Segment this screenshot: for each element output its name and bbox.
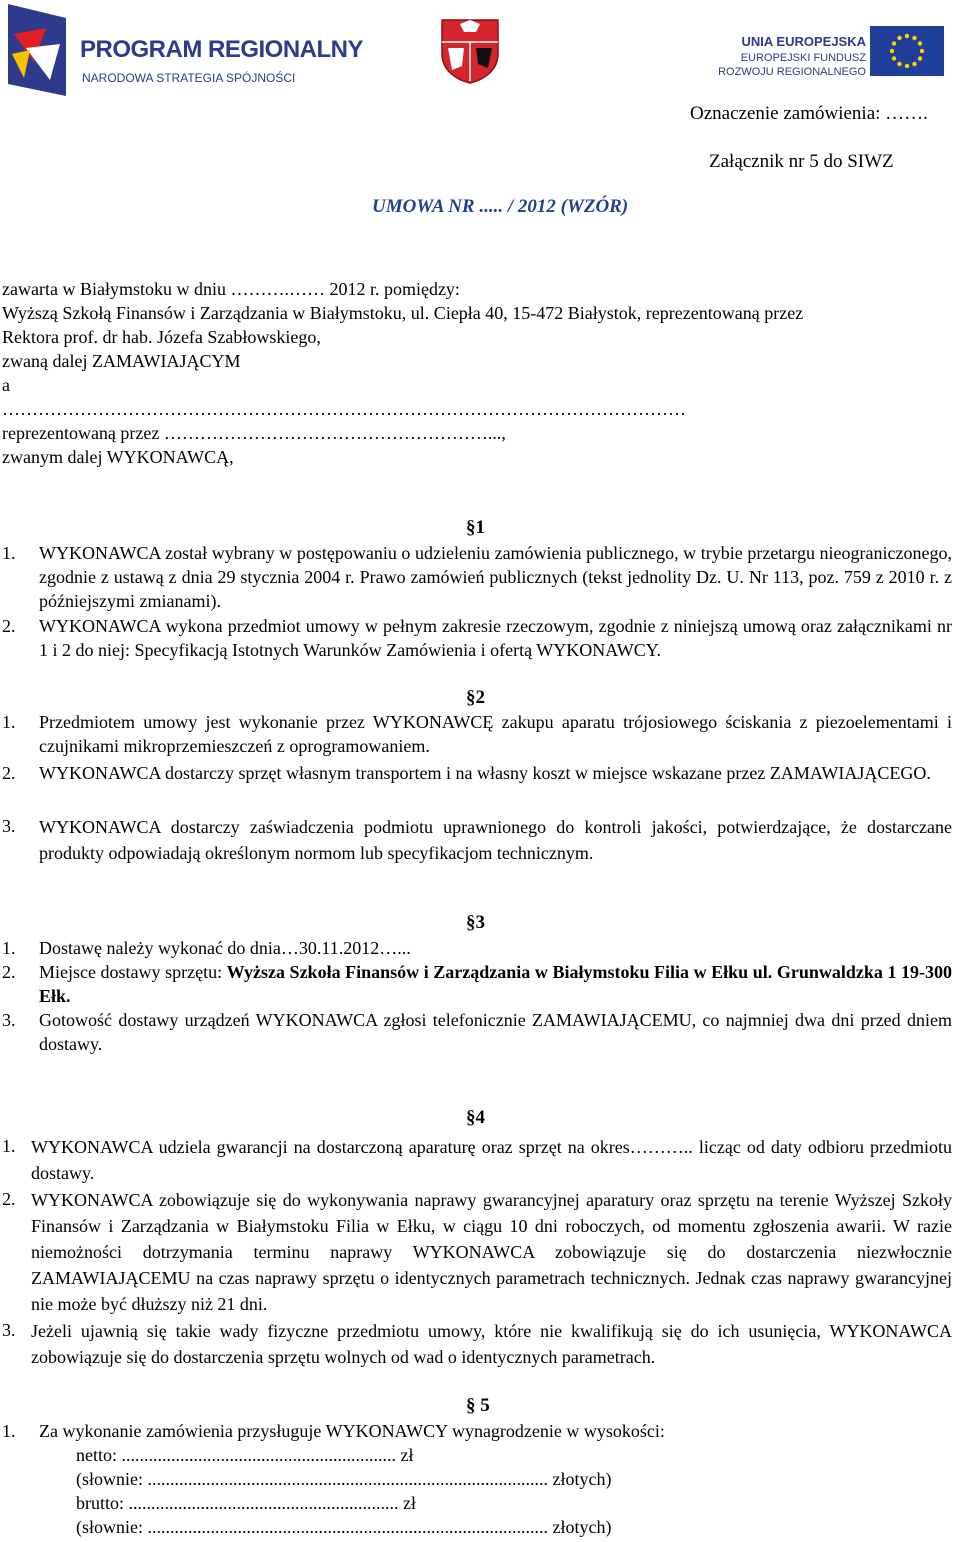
s1-item-2-number: 2. [2, 616, 16, 636]
eu-star-icon [897, 62, 901, 66]
order-mark: Oznaczenie zamówienia: ……. [690, 103, 928, 124]
eu-star-icon [897, 36, 901, 40]
s3-item-1-number: 1. [2, 938, 16, 958]
eu-star-icon [912, 62, 916, 66]
eu-flag-icon [870, 26, 944, 76]
eu-star-icon [905, 34, 909, 38]
s4-item-2-number: 2. [2, 1189, 16, 1209]
s2-item-3-number: 3. [2, 816, 16, 836]
eu-star-icon [918, 41, 922, 45]
eu-star-icon [912, 36, 916, 40]
attachment-label: Załącznik nr 5 do SIWZ [709, 151, 894, 172]
intro-line-7: reprezentowaną przez ………………………………………………..., [2, 423, 506, 443]
s4-item-1-number: 1. [2, 1136, 16, 1156]
s2-item-2-number: 2. [2, 763, 16, 783]
program-regionalny-logo [4, 4, 364, 98]
section-3-heading: §3 [466, 912, 485, 933]
s3-item-1-text: Dostawę należy wykonać do dnia…30.11.2012…... [39, 938, 411, 958]
eu-fund-logo [718, 20, 948, 80]
intro-line-2: Wyższą Szkołą Finansów i Zarządzania w Białymstoku, ul. Ciepła 40, 15-472 Białystok, reprezentowaną przez [2, 303, 804, 323]
eu-star-icon [905, 64, 909, 68]
s2-item-1-number: 1. [2, 712, 16, 732]
program-subtitle: NARODOWA STRATEGIA SPÓJNOŚCI [82, 71, 296, 85]
s4-item-2-text: WYKONAWCA zobowiązuje się do wykonywania naprawy gwarancyjnej aparatury oraz sprzętu na terenie Wyższej Szkoły Finansów i Zarządzania w Białymstoku Filia w Ełku, w ciągu 10 dni roboczych, od momentu zgłoszenia awarii. W razie niemożności dotrzymania terminu naprawy WYKONAWCA zobowiązuje się do dostarczenia niezwłocznie ZAMAWIAJĄCEMU na czas naprawy sprzętu o identycznych parametrach technicznych. Jednak czas naprawy gwarancyjnej nie może być dłuższy niż 21 dni. [31, 1190, 952, 1314]
brutto-words-field: (słownie: ......................................................................................... złotych) [76, 1517, 612, 1537]
intro-line-8: zwanym dalej WYKONAWCĄ, [2, 447, 234, 467]
eu-line-3: ROZWOJU REGIONALNEGO [718, 66, 866, 78]
section-1-heading: §1 [466, 517, 485, 538]
s5-item-1-text: Za wykonanie zamówienia przysługuje WYKONAWCY wynagrodzenie w wysokości: [39, 1421, 665, 1441]
eu-star-icon [890, 49, 894, 53]
s3-item-2-text: Miejsce dostawy sprzętu: Wyższa Szkoła Finansów i Zarządzania w Białymstoku Filia w Ełku ul. Grunwaldzka 1 19-300 Ełk. [39, 962, 953, 1006]
eu-line-2: EUROPEJSKI FUNDUSZ [740, 52, 866, 64]
contract-title: UMOWA NR ..... / 2012 (WZÓR) [372, 196, 629, 217]
eu-star-icon [892, 41, 896, 45]
s5-item-1-number: 1. [2, 1421, 16, 1441]
eu-star-icon [892, 56, 896, 60]
eu-star-icon [920, 49, 924, 53]
s2-item-3-text: WYKONAWCA dostarczy zaświadczenia podmiotu uprawnionego do kontroli jakości, potwierdzające, że dostarczane produkty odpowiadają określonym normom lub specyfikacjom technicznym. [39, 817, 952, 863]
s4-item-3-number: 3. [2, 1320, 16, 1340]
eu-line-1: UNIA EUROPEJSKA [741, 34, 866, 49]
s1-item-1-number: 1. [2, 543, 16, 563]
voivodeship-crest-icon [440, 18, 500, 84]
intro-line-3: Rektora prof. dr hab. Józefa Szabłowskiego, [2, 327, 321, 347]
s1-item-1-text: WYKONAWCA został wybrany w postępowaniu o udzieleniu zamówienia publicznego, w trybie przetargu nieograniczonego, zgodnie z ustawą z dnia 29 stycznia 2004 r. Prawo zamówień publicznych (tekst jednolity Dz. U. Nr 113, poz. 759 z 2010 r. z późniejszymi zmianami). [39, 543, 952, 611]
s3-item-3-text: Gotowość dostawy urządzeń WYKONAWCA zgłosi telefonicznie ZAMAWIAJĄCEMU, co najmniej dwa dni przed dniem dostawy. [39, 1010, 952, 1054]
section-4-heading: §4 [466, 1107, 485, 1128]
brutto-field: brutto: ............................................................ zł [76, 1493, 416, 1513]
netto-field: netto: ............................................................. zł [76, 1445, 414, 1465]
section-5-heading: § 5 [466, 1395, 490, 1416]
s3-item-2-number: 2. [2, 962, 16, 982]
program-regionalny-mark-icon [4, 4, 70, 96]
eu-star-icon [918, 56, 922, 60]
s3-item-3-number: 3. [2, 1010, 16, 1030]
intro-line-1: zawarta w Białymstoku w dniu ……….…… 2012 r. pomiędzy: [2, 279, 460, 299]
intro-line-5: a [2, 375, 10, 395]
intro-line-4: zwaną dalej ZAMAWIAJĄCYM [2, 351, 241, 371]
s2-item-2-text: WYKONAWCA dostarczy sprzęt własnym transportem i na własny koszt w miejsce wskazane przez ZAMAWIAJĄCEGO. [39, 763, 931, 783]
s4-item-1-text: WYKONAWCA udziela gwarancji na dostarczoną aparaturę oraz sprzęt na okres……….. licząc od daty odbioru przedmiotu dostawy. [31, 1137, 952, 1183]
s1-item-2-text: WYKONAWCA wykona przedmiot umowy w pełnym zakresie rzeczowym, zgodnie z niniejszą umową oraz załącznikami nr 1 i 2 do niej: Specyfikacją Istotnych Warunków Zamówienia i ofertą WYKONAWCY. [39, 616, 952, 660]
netto-words-field: (słownie: ......................................................................................... złotych) [76, 1469, 612, 1489]
intro-line-6: …………………………………………………………………………………………………… [2, 399, 686, 419]
section-2-heading: §2 [466, 687, 485, 708]
program-title: PROGRAM REGIONALNY [80, 36, 364, 63]
s2-item-1-text: Przedmiotem umowy jest wykonanie przez WYKONAWCĘ zakupu aparatu trójosiowego ściskania z piezoelementami i czujnikami mikroprzemieszczeń z oprogramowaniem. [39, 712, 952, 756]
s4-item-3-text: Jeżeli ujawnią się takie wady fizyczne przedmiotu umowy, które nie kwalifikują się do ich usunięcia, WYKONAWCA zobowiązuje się do dostarczenia sprzętu wolnych od wad o identycznych parametrach. [31, 1321, 952, 1367]
